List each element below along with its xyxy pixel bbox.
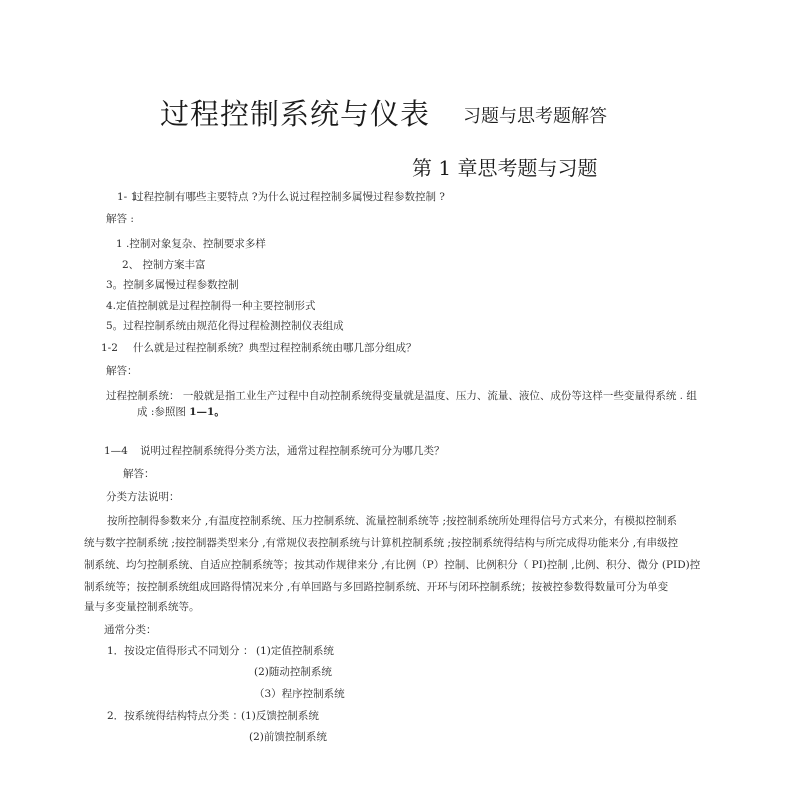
class-item: (2)前馈控制系统 xyxy=(249,731,327,743)
question-number: 1—4 xyxy=(104,445,128,457)
answer-label: 解答： xyxy=(123,468,155,480)
answer-text-part: 成 :参照图 xyxy=(137,406,190,418)
question-text: 过程控制有哪些主要特点 ?为什么说过程控制多属慢过程参数控制 ? xyxy=(133,191,445,203)
question-text: 什么就是过程控制系统？典型过程控制系统由哪几部分组成？ xyxy=(133,342,417,354)
answer-item: 1 .控制对象复杂、控制要求多样 xyxy=(116,238,266,250)
answer-item: 5。过程控制系统由规范化得过程检测控制仪表组成 xyxy=(106,320,344,332)
paragraph-line: 按所控制得参数来分 ,有温度控制系统、压力控制系统、流量控制系统等 ;按控制系统所处理得信号方式来分，有模拟控制系 xyxy=(107,515,678,527)
document-subtitle: 习题与思考题解答 xyxy=(463,106,607,127)
answer-item: 4.定值控制就是过程控制得一种主要控制形式 xyxy=(106,300,316,312)
chapter-heading: 第 1 章思考题与习题 xyxy=(412,156,598,180)
question-text: 说明过程控制系统得分类方法，通常过程控制系统可分为哪几类？ xyxy=(140,445,445,457)
answer-text: 过程控制系统： 一般就是指工业生产过程中自动控制系统得变量就是温度、压力、流量、液位、成份等这样一些变量得系统 . 组 xyxy=(106,390,697,402)
class-item: (1)反馈控制系统 xyxy=(241,710,319,722)
paragraph-line: 制系统、均匀控制系统、自适应控制系统等；按其动作规律来分 ,有比例（P）控制、比例积分（ PI)控制 ,比例、积分、微分 (PID)控 xyxy=(84,559,701,571)
question-number: 1-2 xyxy=(101,342,118,354)
class-heading: 2．按系统得结构特点分类 ： xyxy=(107,710,244,722)
class-item: (1)定值控制系统 xyxy=(256,645,334,657)
answer-item: 2、 控制方案丰富 xyxy=(122,259,206,271)
document-title: 过程控制系统与仪表 xyxy=(160,97,431,131)
answer-text xyxy=(137,405,225,419)
class-heading: 1．按设定值得形式不同划分 ： xyxy=(107,645,254,657)
paragraph-line: 制系统等；按控制系统组成回路得情况来分 ,有单回路与多回路控制系统、开环与闭环控制系统；按被控参数得数量可分为单变 xyxy=(84,581,669,593)
class-item: (2)随动控制系统 xyxy=(254,666,332,678)
class-item: （3）程序控制系统 xyxy=(254,688,345,700)
answer-item: 3。控制多属慢过程参数控制 xyxy=(106,279,239,291)
usual-label: 通常分类： xyxy=(104,624,157,636)
figure-reference: 1—1。 xyxy=(189,406,225,418)
answer-label: 解答 : xyxy=(106,213,134,225)
paragraph-line: 统与数字控制系统 ;按控制器类型来分 ,有常规仪表控制系统与计算机控制系统 ;按控制系统得结构与所完成得功能来分 ,有串级控 xyxy=(84,537,679,549)
question-number: 1- 1 xyxy=(117,191,138,203)
method-label: 分类方法说明： xyxy=(106,491,180,503)
answer-label: 解答： xyxy=(106,365,138,377)
paragraph-line: 量与多变量控制系统等。 xyxy=(84,601,200,613)
